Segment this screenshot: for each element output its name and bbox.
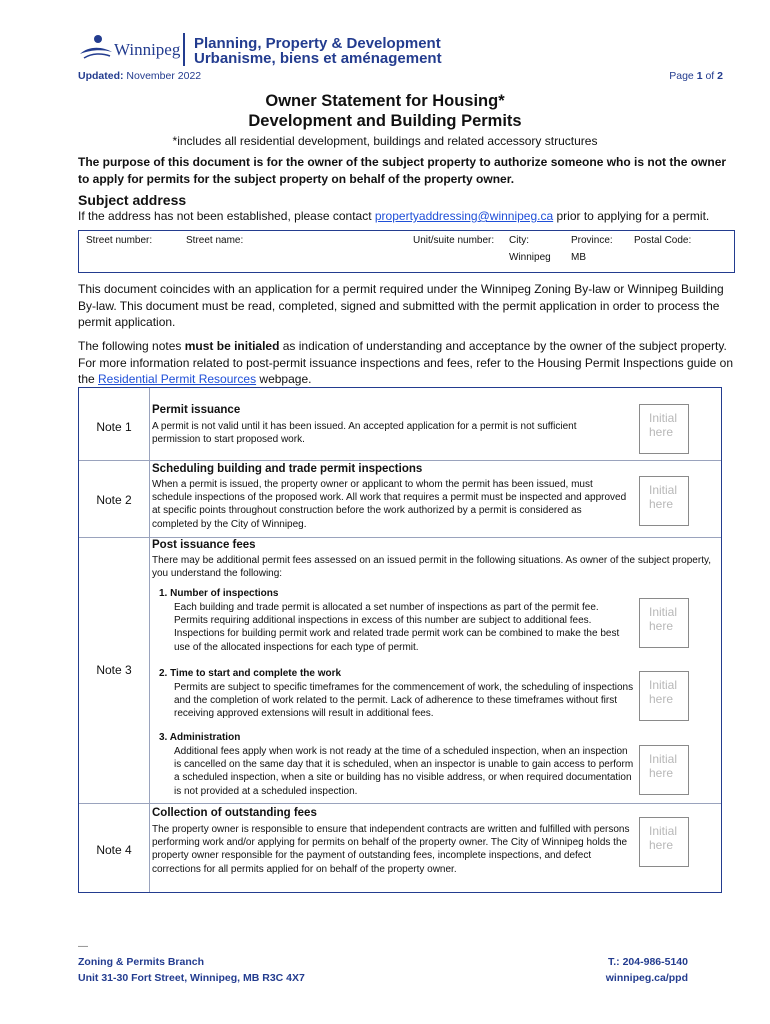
subject-address-heading: Subject address [78,192,187,208]
winnipeg-logo [78,32,181,66]
department-name-en: Planning, Property & Development [194,35,441,52]
note-3-sub2-initial-box[interactable]: Initial here [639,671,689,721]
province-field-label: Province: [571,235,613,246]
row-divider [79,537,721,538]
note-3-heading: Post issuance fees [152,539,256,551]
header-divider [183,33,185,66]
property-addressing-email-link[interactable]: propertyaddressing@winnipeg.ca [374,209,554,223]
note-1-label: Note 1 [96,420,132,434]
note-3-sub2-heading: 2. Time to start and complete the work [159,668,342,679]
note-3-sub2-text: Permits are subject to specific timeframes for the commencement of work, the scheduling of inspections and the completion of work related to the permit. Lack of adherence to these timeframes without first receiving approved extensions will result in additional fees. [174,682,634,720]
subject-address-form [78,230,735,273]
document-subtitle: *includes all residential development, buildings and related accessory structures [172,134,598,148]
purpose-statement: The purpose of this document is for the owner of the subject property to authorize someone who is not the owner to apply for permits for the subject property on behalf of the property owner. [78,155,727,186]
province-field-value[interactable]: MB [571,252,586,263]
footer-branch: Zoning & Permits Branch [78,956,205,968]
note-1-heading: Permit issuance [152,404,241,416]
subject-address-intro: If the address has not been established, please contact propertyaddressing@winnipeg.ca prior to applying for a permit. [78,209,710,223]
note-4-text: The property owner is responsible to ensure that independent contracts are written and fulfilled with persons performing work and/or applying for permits on behalf of the property owner. The City of Winnipeg holds the property owner responsible for the payment of outstanding fees, incomplete inspections, and defect corrections for all permits applied for on behalf of the property owner. [152,824,630,875]
row-divider [79,460,721,461]
updated-label: Updated: [78,70,124,82]
note-3-sub1-heading: 1. Number of inspections [159,588,279,599]
footer-phone: T.: 204-986-5140 [608,956,688,968]
row-divider [79,803,721,804]
logo-wordmark: Winnipeg [114,40,181,59]
note-2-initial-box[interactable]: Initial here [639,476,689,526]
footer-dash: — [78,941,88,952]
document-title-line1: Owner Statement for Housing* [265,92,505,110]
department-name-fr: Urbanisme, biens et aménagement [194,50,442,67]
footer-address: Unit 31-30 Fort Street, Winnipeg, MB R3C 4X7 [78,972,305,984]
note-4-heading: Collection of outstanding fees [152,807,317,819]
updated-value: November 2022 [126,70,202,82]
winnipeg-swirl-icon [78,32,114,62]
note-4-label: Note 4 [96,843,132,857]
footer-website-link[interactable]: winnipeg.ca/ppd [605,972,688,984]
initial-instructions-paragraph: The following notes must be initialed as indication of understanding and acceptance by the owner of the subject property. For more information related to post-permit issuance inspections and fees, refer to the Housing Permit Inspections guide on the Residential Permit Resources webpage. [78,339,734,386]
page-number: Page 1 of 2 [669,70,723,82]
residential-permit-resources-link[interactable]: Residential Permit Resources [98,372,257,386]
city-field-value[interactable]: Winnipeg [509,252,551,263]
note-1-initial-box[interactable]: Initial here [639,404,689,454]
table-column-divider [149,388,150,892]
note-3-sub1-text: Each building and trade permit is allocated a set number of inspections as part of the permit fee. Permits requiring additional inspections in excess of this number are subject to additional fees. Inspections for building permit work and related trade permit work can be combined to make the best use of the allocated inspections for each type of permit. [174,602,620,653]
postal-code-field[interactable]: Postal Code: [634,235,692,246]
note-3-text: There may be additional permit fees assessed on an issued permit in the following situations. As owner of the subject property, you understand the following: [152,555,712,580]
notes-table [78,387,722,893]
city-field-label: City: [509,235,529,246]
note-1-text: A permit is not valid until it has been issued. An accepted application for a permit is not sufficient permission to start proposed work. [152,421,577,446]
note-2-label: Note 2 [96,493,132,507]
street-name-field[interactable]: Street name: [186,235,244,246]
note-3-sub3-initial-box[interactable]: Initial here [639,745,689,795]
note-3-sub3-heading: 3. Administration [159,732,241,743]
document-title-line2: Development and Building Permits [248,112,522,130]
note-4-initial-box[interactable]: Initial here [639,817,689,867]
note-2-text: When a permit is issued, the property owner or applicant to whom the permit has been issued, must schedule inspections of the proposed work. All work that requires a permit must be inspected and approved at specific points throughout construction before the work authorized by a permit is considered as completed by the City of Winnipeg. [152,479,627,530]
note-3-sub1-initial-box[interactable]: Initial here [639,598,689,648]
note-3-sub3-text: Additional fees apply when work is not ready at the time of a scheduled inspection, when an inspection is cancelled on the same day that it is scheduled, when an inspector is unable to gain access to perform a scheduled inspection, when a site or building has no visible address, or when required documentation is not provided at a scheduled inspection. [174,746,634,797]
coincides-paragraph: This document coincides with an application for a permit required under the Winnipeg Zoning By-law or Winnipeg Building By-law. This document must be read, completed, signed and submitted with the permit application in order to process the permit application. [78,282,724,329]
note-2-heading: Scheduling building and trade permit inspections [152,463,423,475]
unit-suite-field[interactable]: Unit/suite number: [413,235,495,246]
updated-date [78,70,201,82]
note-3-label: Note 3 [96,663,132,677]
street-number-field[interactable]: Street number: [86,235,153,246]
